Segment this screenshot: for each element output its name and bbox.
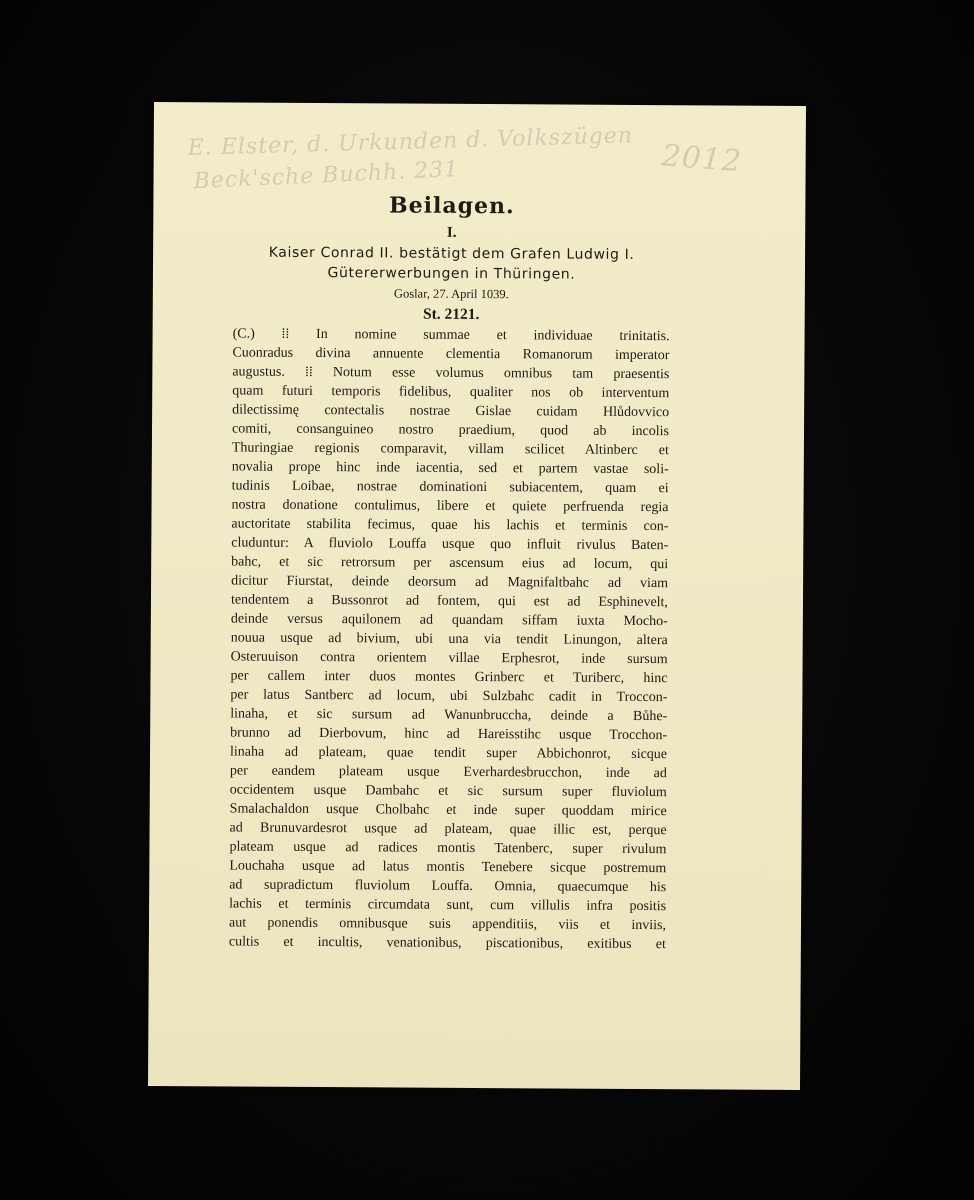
text-line: plateam usque ad radices montis Tatenberc, super rivulum [229,839,667,858]
text-line: Cuonradus divina annuente clementia Romanorum imperator [232,345,670,364]
text-line: nostra donatione contulimus, libere et quiete perfruenda regia [231,497,669,516]
text-line: (C.) ⁞⁞ In nomine summae et individuae trinitatis. [232,326,670,345]
text-line: tudinis Loibae, nostrae dominationi subiacentem, quam ei [231,478,669,497]
text-line: cultis et incultis, venationibus, piscationibus, exitibus et [228,934,666,953]
text-line: comiti, consanguineo nostro praedium, quod ab incolis [231,421,670,440]
text-line: bahc, et sic retrorsum per ascensum eius ad locum, qui [231,554,669,573]
document-title-line-2: Gütererwerbungen in Thüringen. [327,265,576,283]
text-line: dicitur Fiurstat, deinde deorsum ad Magnifaltbahc ad viam [231,573,669,592]
text-line: per callem inter duos montes Grinberc et Turiberc, hinc [230,668,668,687]
charter-text [229,325,670,955]
text-line: ad supradictum fluviolum Louffa. Omnia, quaecumque his [229,877,667,896]
section-numeral: I. [446,224,457,241]
text-line: augustus. ⁞⁞ Notum esse volumus omnibus tam praesentis [232,364,670,383]
text-line: linaha, et sic sursum ad Wanunbruccha, deinde a Bůhe- [230,706,668,725]
text-line: per latus Santberc ad locum, ubi Sulzbahc cadit in Troccon- [230,687,668,706]
text-line: per eandem plateam usque Everhardesbrucchon, inde ad [229,763,667,782]
text-line: linaha ad plateam, quae tendit super Abbichonrot, sicque [229,744,668,763]
text-line: Osteruuison contra orientem villae Erphesrot, inde sursum [230,649,668,668]
text-line: novalia prope hinc inde iacentia, sed et partem vastae soli- [231,459,669,478]
text-line: quam futuri temporis fidelibus, qualiter nos ob interventum [232,383,670,402]
st-number: St. 2121. [422,305,480,324]
text-line: lachis et terminis circumdata sunt, cum villulis infra positis [229,896,667,915]
pencil-note-line-1: E. Elster, d. Urkunden d. Volkszügen [187,123,634,161]
text-line: auctoritate stabilita fecimus, quae his lachis et terminis con- [231,516,669,535]
text-line: ad Brunuvardesrot usque ad plateam, quae illic est, perque [229,820,667,839]
document-title-line-1: Kaiser Conrad II. bestätigt dem Grafen Ludwig I. [268,244,635,263]
text-line: Thuringiae regionis comparavit, villam scilicet Altinberc et [231,440,669,459]
text-line: cluduntur: A fluviolo Louffa usque quo influit rivulus Baten- [231,535,669,554]
text-line: deinde versus aquilonem ad quandam siffam iuxta Mocho- [230,611,668,630]
text-line: Smalachaldon usque Cholbahc et inde super quoddam mirice [229,801,667,820]
page-heading: Beilagen. [388,192,515,220]
text-line: dilectissimę contectalis nostrae Gislae cuidam Hlůdovvico [232,402,670,421]
document-page [148,102,806,1090]
text-line: Louchaha usque ad latus montis Tenebere sicque postremum [229,858,667,877]
pencil-note-number: 2012 [660,138,744,180]
text-line: tendentem a Bussonrot ad fontem, qui est ad Esphinevelt, [230,592,669,611]
document-content [229,189,671,955]
text-line: brunno ad Dierbovum, hinc ad Hareisstihc usque Trocchon- [230,725,668,744]
text-line: aut ponendis omnibusque suis appenditiis, viis et inviis, [228,915,667,934]
pencil-note-line-2: Beck'sche Buchh. 231 [193,156,460,195]
text-line: nouua usque ad bivium, ubi una via tendit Linungon, altera [230,630,668,649]
text-line: occidentem usque Dambahc et sic sursum super fluviolum [229,782,667,801]
place-date: Goslar, 27. April 1039. [393,286,509,302]
